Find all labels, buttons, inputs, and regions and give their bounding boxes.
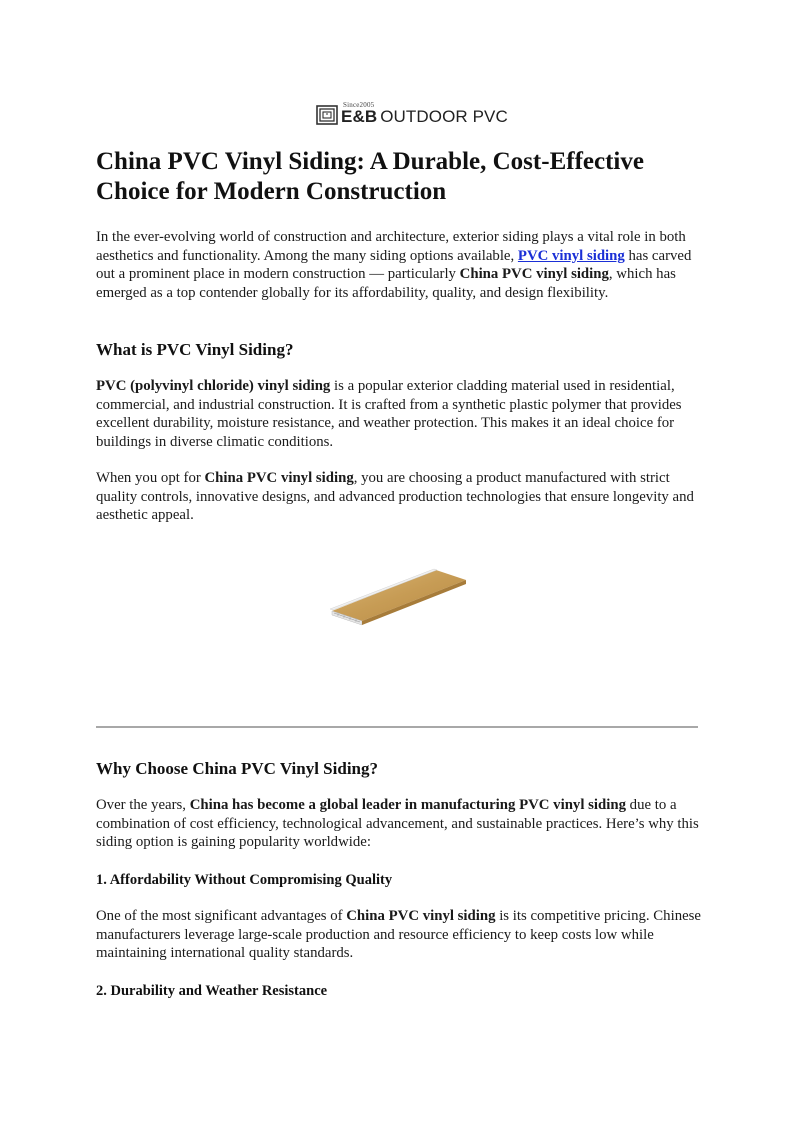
intro-text-3: , which has emerged as a top contender globally for its affordability, quality, and design flexibility.	[96, 266, 676, 301]
opt-for-paragraph	[96, 469, 701, 525]
subheading-durability: 2. Durability and Weather Resistance	[96, 983, 328, 999]
affordability-paragraph	[96, 907, 701, 963]
affordability-bold: China PVC vinyl siding	[346, 908, 496, 924]
pvc-vinyl-siding-link[interactable]: PVC vinyl siding	[517, 247, 625, 264]
intro-paragraph	[96, 228, 701, 302]
why-choose-bold: China has become a global leader in manufacturing PVC vinyl siding	[189, 797, 626, 813]
logo-panels-icon	[316, 104, 340, 126]
why-choose-paragraph	[96, 796, 701, 852]
what-is-bold: PVC (polyvinyl chloride) vinyl siding	[96, 378, 331, 394]
intro-bold: China PVC vinyl siding	[459, 266, 609, 283]
affordability-text-2: is its competitive pricing. Chinese manufacturers leverage large-scale production and resource efficiency to keep costs low while maintaining international quality standards.	[96, 908, 701, 962]
what-is-paragraph	[96, 377, 701, 451]
logo-brand: E&B	[341, 107, 378, 126]
pvc-siding-panel-image	[328, 566, 470, 626]
logo-wordmark	[341, 107, 508, 127]
section-heading-why-choose: Why Choose China PVC Vinyl Siding?	[96, 759, 378, 778]
what-is-text: is a popular exterior cladding material used in residential, commercial, and industrial construction. It is crafted from a synthetic plastic polymer that provides excellent durability, moisture resistance, and weather protection. This makes it an ideal choice for buildings in diverse climatic conditions.	[96, 378, 682, 450]
intro-text: In the ever-evolving world of construction and architecture, exterior siding plays a vital role in both aesthetics and functionality. Among the many siding options available,	[96, 229, 686, 264]
why-choose-text: Over the years,	[96, 797, 190, 813]
opt-for-text-2: , you are choosing a product manufactured with strict quality controls, innovative designs, and advanced production technologies that ensure longevity and aesthetic appeal.	[96, 470, 694, 524]
section-divider	[96, 726, 698, 728]
logo-name: OUTDOOR PVC	[380, 107, 508, 126]
why-choose-text-2: due to a combination of cost efficiency, technological advancement, and sustainable practices. Here’s why this siding option is gaining popularity worldwide:	[96, 797, 699, 851]
page-title: China PVC Vinyl Siding: A Durable, Cost-Effective Choice for Modern Construction	[96, 148, 644, 205]
subheading-affordability: 1. Affordability Without Compromising Quality	[96, 872, 393, 888]
brand-logo[interactable]	[316, 101, 508, 131]
logo-since: Since2005	[343, 101, 375, 109]
opt-for-text: When you opt for	[96, 470, 205, 486]
section-heading-what-is: What is PVC Vinyl Siding?	[96, 340, 294, 359]
intro-text-2: has carved out a prominent place in modern construction — particularly	[96, 247, 692, 283]
opt-for-bold: China PVC vinyl siding	[204, 470, 354, 486]
affordability-text: One of the most significant advantages of	[96, 908, 347, 924]
